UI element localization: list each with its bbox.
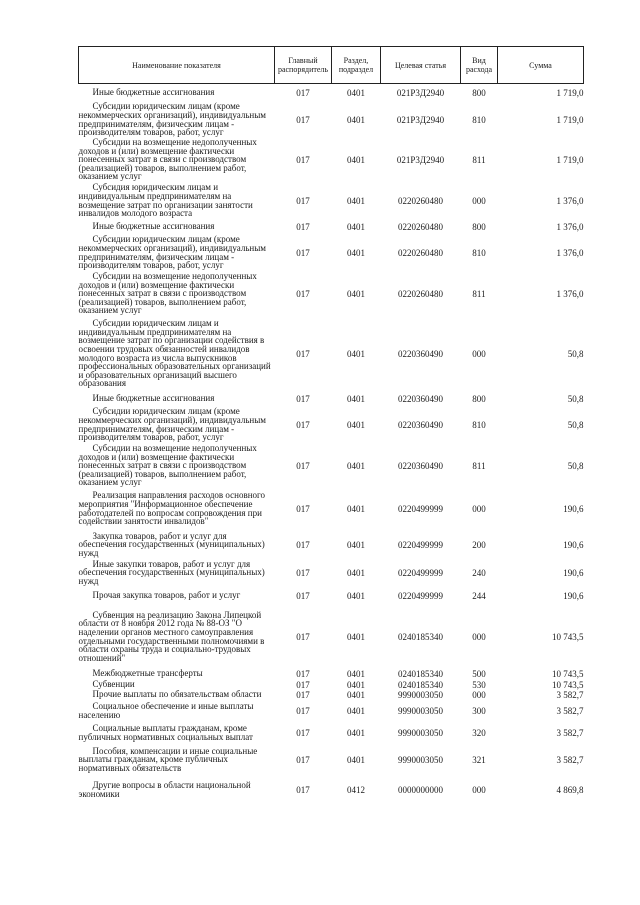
row-expense-type: 000 [472, 503, 486, 514]
row-indicator-name [79, 700, 275, 722]
table-header [79, 47, 584, 84]
row-expense-type: 811 [472, 154, 486, 165]
row-amount: 1 719,0 [556, 154, 584, 165]
row-indicator-name [79, 182, 275, 220]
table-row [79, 488, 584, 530]
table-row [79, 138, 584, 182]
row-amount: 3 582,7 [556, 705, 584, 716]
row-expense-type: 811 [472, 460, 486, 471]
header-target-article: Целевая статья [381, 47, 461, 84]
row-section-subsection: 0401 [347, 195, 365, 206]
table-row [79, 680, 584, 690]
table-row [79, 744, 584, 776]
row-indicator-text: Прочая закупка товаров, работ и услуг [92, 590, 241, 601]
row-expense-type: 000 [472, 348, 486, 359]
row-chief-administrator: 017 [296, 705, 310, 716]
row-amount: 50,8 [567, 393, 584, 404]
row-section-subsection: 0401 [347, 631, 365, 642]
row-chief-administrator: 017 [296, 539, 310, 550]
row-expense-type: 200 [472, 539, 486, 550]
row-amount: 3 582,7 [556, 689, 584, 700]
row-indicator-name [79, 722, 275, 744]
row-indicator-text: Другие вопросы в области национальной экономики [78, 779, 251, 799]
row-amount: 4 869,8 [556, 784, 584, 795]
row-chief-administrator: 017 [296, 754, 310, 765]
row-indicator-name [79, 776, 275, 804]
row-target-article: 9990003050 [398, 754, 443, 765]
row-amount: 10 743,5 [552, 679, 584, 690]
row-section-subsection: 0401 [347, 503, 365, 514]
table-row [79, 560, 584, 586]
row-indicator-name [79, 680, 275, 690]
row-target-article: 0220360490 [398, 419, 443, 430]
table-row [79, 690, 584, 700]
row-expense-type: 530 [472, 679, 486, 690]
row-indicator-text: Субсидии на возмещение недополученных доходов и (или) возмещение фактически понесенных затрат в связи с производством (реализацией) товаров, выполнением работ, оказанием услуг [78, 443, 257, 488]
header-row [79, 47, 584, 84]
row-indicator-name [79, 406, 275, 444]
row-target-article: 0220499999 [398, 539, 443, 550]
row-amount: 50,8 [567, 460, 584, 471]
row-section-subsection: 0401 [347, 393, 365, 404]
row-expense-type: 800 [472, 393, 486, 404]
row-target-article: 0240185340 [398, 668, 443, 679]
row-target-article: 021Р3Д2940 [396, 87, 445, 98]
row-indicator-text: Иные бюджетные ассигнования [92, 221, 215, 232]
row-indicator-name [79, 560, 275, 586]
row-indicator-name [79, 530, 275, 560]
row-indicator-name [79, 586, 275, 606]
row-indicator-text: Реализация направления расходов основного мероприятия "Информационное обеспечение работодателей по вопросам сопровождения при содействии занятости инвалидов" [78, 490, 266, 527]
row-indicator-name [79, 444, 275, 488]
row-target-article: 0220260480 [398, 221, 443, 232]
row-target-article: 0220499999 [398, 503, 443, 514]
row-target-article: 0220360490 [398, 348, 443, 359]
row-indicator-text: Иные закупки товаров, работ и услуг для обеспечения государственных (муниципальных) нужд [78, 558, 265, 586]
row-chief-administrator: 017 [296, 154, 310, 165]
row-target-article: 0220360490 [398, 393, 443, 404]
table-row [79, 700, 584, 722]
row-section-subsection: 0401 [347, 419, 365, 430]
row-expense-type: 500 [472, 668, 486, 679]
row-indicator-name [79, 102, 275, 138]
row-amount: 10 743,5 [552, 668, 584, 679]
row-chief-administrator: 017 [296, 221, 310, 232]
budget-document-page [78, 46, 583, 804]
row-chief-administrator: 017 [296, 503, 310, 514]
row-section-subsection: 0412 [347, 784, 365, 795]
row-section-subsection: 0401 [347, 221, 365, 232]
row-target-article: 9990003050 [398, 689, 443, 700]
row-chief-administrator: 017 [296, 247, 310, 258]
table-row [79, 234, 584, 272]
row-expense-type: 810 [472, 114, 486, 125]
row-indicator-name [79, 744, 275, 776]
row-target-article: 021Р3Д2940 [396, 114, 445, 125]
table-row [79, 392, 584, 406]
row-indicator-text: Субсидии юридическим лицам (кроме некоммерческих организаций), индивидуальным предпринимателям, физическим лицам - производителям товаров, работ, услуг [78, 234, 266, 271]
row-target-article: 9990003050 [398, 705, 443, 716]
row-chief-administrator: 017 [296, 393, 310, 404]
row-amount: 190,6 [563, 590, 584, 601]
row-amount: 10 743,5 [552, 631, 584, 642]
row-indicator-name [79, 668, 275, 680]
row-amount: 3 582,7 [556, 754, 584, 765]
row-chief-administrator: 017 [296, 195, 310, 206]
row-expense-type: 810 [472, 419, 486, 430]
header-amount: Сумма [498, 47, 584, 84]
row-indicator-text: Субсидии на возмещение недополученных доходов и (или) возмещение фактически понесенных затрат в связи с производством (реализацией) товаров, выполнением работ, оказанием услуг [78, 271, 257, 316]
row-expense-type: 240 [472, 567, 486, 578]
row-section-subsection: 0401 [347, 567, 365, 578]
row-expense-type: 321 [472, 754, 486, 765]
row-target-article: 0220499999 [398, 567, 443, 578]
row-indicator-name [79, 220, 275, 234]
table-row [79, 530, 584, 560]
row-amount: 190,6 [563, 567, 584, 578]
row-expense-type: 320 [472, 727, 486, 738]
row-chief-administrator: 017 [296, 87, 310, 98]
row-target-article: 0220499999 [398, 590, 443, 601]
row-section-subsection: 0401 [347, 114, 365, 125]
row-expense-type: 000 [472, 784, 486, 795]
row-chief-administrator: 017 [296, 288, 310, 299]
row-section-subsection: 0401 [347, 705, 365, 716]
row-chief-administrator: 017 [296, 727, 310, 738]
row-target-article: 0220260480 [398, 288, 443, 299]
row-amount: 1 376,0 [556, 288, 584, 299]
header-chief-administrator: Главный распорядитель [275, 47, 332, 84]
row-section-subsection: 0401 [347, 87, 365, 98]
table-row [79, 84, 584, 102]
row-chief-administrator: 017 [296, 419, 310, 430]
row-section-subsection: 0401 [347, 668, 365, 679]
row-amount: 1 376,0 [556, 195, 584, 206]
header-indicator-name: Наименование показателя [79, 47, 275, 84]
row-indicator-text: Закупка товаров, работ и услуг для обеспечения государственных (муниципальных) нужд [78, 530, 265, 558]
row-indicator-text: Субсидии юридическим лицам (кроме некоммерческих организаций), индивидуальным предпринимателям, физическим лицам - производителям товаров, работ, услуг [78, 101, 266, 138]
row-indicator-name [79, 690, 275, 700]
row-expense-type: 811 [472, 288, 486, 299]
row-amount: 50,8 [567, 419, 584, 430]
row-indicator-text: Субсидия юридическим лицам и индивидуальным предпринимателям на возмещение затрат по организации занятости инвалидов молодого возраста [78, 182, 253, 219]
row-indicator-text: Субсидии юридическим лицам и индивидуальным предпринимателям на возмещение затрат по организации содействия в освоении трудовых обязанностей инвалидов молодого возраста из числа выпускников профессиональных образовательных организаций и образовательных организаций высшего образования [78, 318, 271, 389]
row-chief-administrator: 017 [296, 689, 310, 700]
row-section-subsection: 0401 [347, 590, 365, 601]
row-section-subsection: 0401 [347, 348, 365, 359]
row-target-article: 0240185340 [398, 679, 443, 690]
row-target-article: 021Р3Д2940 [396, 154, 445, 165]
row-amount: 190,6 [563, 539, 584, 550]
row-indicator-text: Социальные выплаты гражданам, кроме публичных нормативных социальных выплат [78, 722, 253, 742]
row-indicator-text: Пособия, компенсации и иные социальные выплаты гражданам, кроме публичных нормативных обязательств [78, 745, 258, 773]
row-chief-administrator: 017 [296, 114, 310, 125]
row-chief-administrator: 017 [296, 631, 310, 642]
row-target-article: 0220360490 [398, 460, 443, 471]
row-expense-type: 244 [472, 590, 486, 601]
table-row [79, 220, 584, 234]
row-section-subsection: 0401 [347, 689, 365, 700]
row-section-subsection: 0401 [347, 727, 365, 738]
row-indicator-text: Субсидии на возмещение недополученных доходов и (или) возмещение фактически понесенных затрат в связи с производством (реализацией) товаров, выполнением работ, оказанием услуг [78, 137, 257, 182]
row-section-subsection: 0401 [347, 460, 365, 471]
table-row [79, 102, 584, 138]
row-amount: 1 376,0 [556, 221, 584, 232]
row-indicator-name [79, 488, 275, 530]
table-row [79, 586, 584, 606]
row-expense-type: 000 [472, 195, 486, 206]
row-chief-administrator: 017 [296, 590, 310, 601]
row-expense-type: 000 [472, 631, 486, 642]
row-section-subsection: 0401 [347, 288, 365, 299]
row-expense-type: 800 [472, 221, 486, 232]
row-chief-administrator: 017 [296, 567, 310, 578]
row-chief-administrator: 017 [296, 679, 310, 690]
row-amount: 1 719,0 [556, 114, 584, 125]
row-amount: 3 582,7 [556, 727, 584, 738]
table-row [79, 182, 584, 220]
row-expense-type: 810 [472, 247, 486, 258]
row-indicator-text: Иные бюджетные ассигнования [92, 393, 215, 404]
row-target-article: 0240185340 [398, 631, 443, 642]
header-section-subsection: Раздел, подраздел [332, 47, 381, 84]
row-indicator-name [79, 138, 275, 182]
row-indicator-text: Субвенция на реализацию Закона Липецкой области от 8 ноября 2012 года № 88-ОЗ "О наделении органов местного самоуправления отдельными государственными полномочиями в области охраны труда и социально-трудовых отношений" [78, 609, 265, 663]
table-row [79, 316, 584, 392]
row-indicator-name [79, 316, 275, 392]
row-section-subsection: 0401 [347, 154, 365, 165]
row-indicator-text: Прочие выплаты по обязательствам области [92, 689, 262, 700]
row-indicator-name [79, 272, 275, 316]
row-amount: 1 719,0 [556, 87, 584, 98]
row-indicator-text: Иные бюджетные ассигнования [92, 87, 215, 98]
row-target-article: 0220260480 [398, 195, 443, 206]
row-target-article: 0000000000 [398, 784, 443, 795]
table-row [79, 406, 584, 444]
row-section-subsection: 0401 [347, 754, 365, 765]
row-indicator-text: Субвенции [92, 679, 135, 690]
row-expense-type: 000 [472, 689, 486, 700]
table-row [79, 606, 584, 668]
row-expense-type: 800 [472, 87, 486, 98]
row-section-subsection: 0401 [347, 679, 365, 690]
row-target-article: 0220260480 [398, 247, 443, 258]
header-expense-type: Вид расхода [461, 47, 498, 84]
row-expense-type: 300 [472, 705, 486, 716]
table-row [79, 272, 584, 316]
row-chief-administrator: 017 [296, 668, 310, 679]
budget-table [78, 46, 584, 804]
table-row [79, 776, 584, 804]
row-amount: 190,6 [563, 503, 584, 514]
row-indicator-name [79, 84, 275, 102]
row-indicator-text: Субсидии юридическим лицам (кроме некоммерческих организаций), индивидуальным предпринимателям, физическим лицам - производителям товаров, работ, услуг [78, 406, 266, 443]
row-indicator-name [79, 234, 275, 272]
row-indicator-name [79, 606, 275, 668]
row-target-article: 9990003050 [398, 727, 443, 738]
row-indicator-name [79, 392, 275, 406]
row-amount: 1 376,0 [556, 247, 584, 258]
table-row [79, 722, 584, 744]
row-section-subsection: 0401 [347, 247, 365, 258]
row-chief-administrator: 017 [296, 784, 310, 795]
table-body [79, 84, 584, 804]
row-chief-administrator: 017 [296, 460, 310, 471]
table-row [79, 668, 584, 680]
row-amount: 50,8 [567, 348, 584, 359]
row-chief-administrator: 017 [296, 348, 310, 359]
row-indicator-text: Межбюджетные трансферты [92, 668, 203, 679]
table-row [79, 444, 584, 488]
row-indicator-text: Социальное обеспечение и иные выплаты населению [78, 700, 254, 720]
row-section-subsection: 0401 [347, 539, 365, 550]
